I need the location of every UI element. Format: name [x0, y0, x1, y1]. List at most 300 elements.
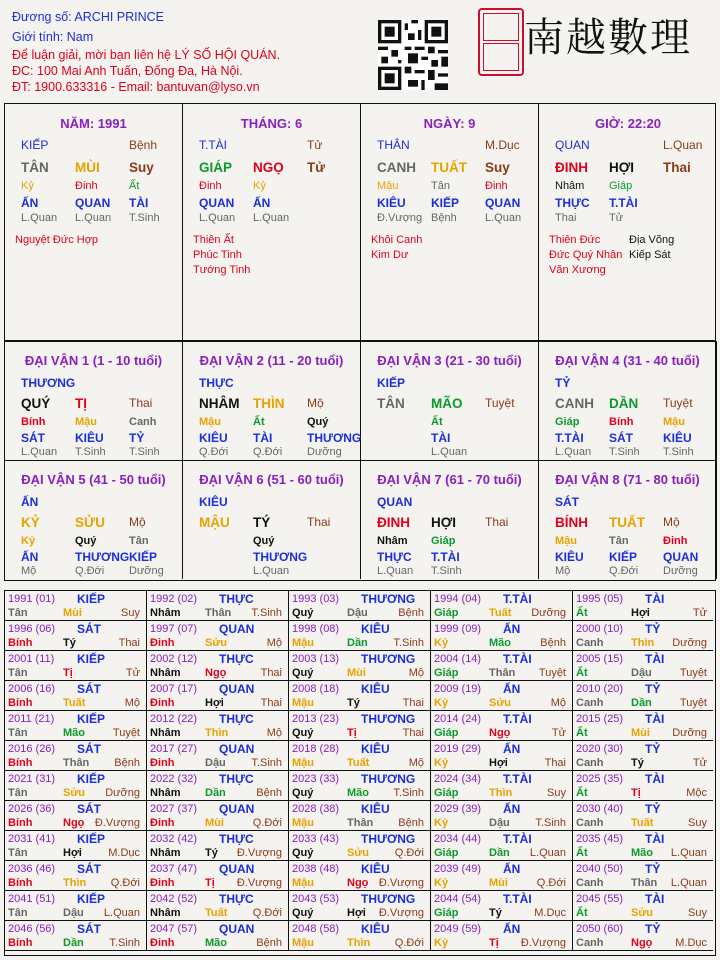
year-stem: Kỷ	[434, 937, 449, 949]
dai-van-god: TỶ	[555, 376, 571, 390]
year-phase: T.Sinh	[109, 937, 140, 949]
year-cell	[289, 861, 431, 891]
dai-van-god: THƯƠNG	[21, 376, 76, 390]
year-stem: Nhâm	[150, 907, 181, 919]
year-god: SÁT	[77, 802, 101, 816]
dai-van-hidden-phase: L.Quan	[555, 446, 592, 458]
year-phase: T.Sinh	[535, 817, 566, 829]
dai-van-hidden-phase: T.Sinh	[431, 565, 462, 577]
year-god: THỰC	[219, 892, 254, 906]
dai-van-hidden-phase: Mộ	[555, 565, 571, 577]
star-label: Nguyệt Đức Hợp	[15, 234, 99, 246]
year-phase: Mộ	[408, 757, 424, 769]
year-label: 1993 (03)	[292, 593, 340, 605]
pillar-cell: Tử	[609, 212, 624, 224]
year-stem: Mậu	[292, 637, 314, 649]
pillar-cell: Tử	[307, 160, 326, 175]
year-stem: Tân	[8, 727, 28, 739]
year-god: T.TÀI	[503, 652, 532, 666]
year-phase: L.Quan	[103, 907, 140, 919]
year-stem: Ất	[576, 907, 588, 919]
year-label: 2011 (21)	[8, 713, 55, 725]
year-label: 2050 (60)	[576, 923, 624, 935]
year-cell	[5, 711, 147, 741]
year-cell	[147, 591, 289, 621]
year-stem: Ất	[576, 667, 588, 679]
year-label: 2032 (42)	[150, 833, 198, 845]
pillar-title: NGÀY: 9	[423, 116, 476, 131]
year-branch: Mão	[205, 937, 227, 949]
year-branch: Tý	[63, 637, 76, 649]
year-phase: Tuyệt	[679, 697, 707, 709]
year-god: THƯƠNG	[361, 592, 416, 606]
dai-van-god: KIẾP	[377, 376, 406, 390]
pillar-cell: CANH	[377, 160, 416, 175]
dai-van-hidden-phase: T.Sinh	[609, 446, 640, 458]
dai-van-hidden-phase: L.Quan	[21, 446, 58, 458]
year-label: 2009 (19)	[434, 683, 482, 695]
year-god: THỰC	[219, 832, 254, 846]
year-stem: Ất	[576, 847, 588, 859]
year-cell	[147, 831, 289, 861]
dai-van-hidden-god: THỰC	[377, 550, 412, 564]
year-branch: Ngọ	[205, 667, 227, 679]
year-branch: Thân	[205, 607, 232, 619]
year-branch: Thìn	[63, 877, 87, 889]
year-stem: Đinh	[150, 817, 175, 829]
year-stem: Đinh	[150, 877, 175, 889]
dai-van-hidden-god: TÀI	[253, 431, 273, 445]
dai-van-cell	[5, 460, 183, 579]
dai-van-hidden-god: KIÊU	[199, 431, 228, 445]
pillar-column	[539, 104, 717, 340]
star-label: Địa Võng	[629, 234, 675, 246]
year-label: 2027 (37)	[150, 803, 198, 815]
year-label: 2012 (22)	[150, 713, 198, 725]
year-cell	[5, 801, 147, 831]
dai-van-phase: Thai	[307, 515, 331, 529]
pillar-cell: Đinh	[75, 180, 98, 192]
year-label: 2028 (38)	[292, 803, 340, 815]
dai-van-phase: Tuyệt	[663, 396, 693, 410]
pillar-cell: Tử	[307, 138, 323, 152]
year-phase: Q.Đới	[394, 847, 424, 859]
dai-van-hidden-god: KIẾP	[609, 550, 638, 564]
year-cell	[147, 621, 289, 651]
year-stem: Bính	[8, 697, 33, 709]
year-god: T.TÀI	[503, 892, 532, 906]
year-phase: Tử	[692, 607, 707, 619]
dai-van-hidden-phase: T.Sinh	[75, 446, 106, 458]
pillar-cell: MÙI	[75, 160, 100, 175]
year-phase: Mộ	[266, 637, 282, 649]
year-stem: Đinh	[150, 697, 175, 709]
year-branch: Thân	[347, 817, 374, 829]
year-label: 2002 (12)	[150, 653, 198, 665]
year-phase: T.Sinh	[251, 757, 282, 769]
year-phase: Dưỡng	[531, 607, 566, 619]
pillar-cell: ẤN	[253, 196, 271, 210]
year-god: THỰC	[219, 772, 254, 786]
dai-van-branch: HỢI	[431, 515, 457, 530]
dai-van-title: ĐẠI VẬN 6 (51 - 60 tuổi)	[199, 472, 344, 487]
dai-van-god: KIÊU	[199, 495, 228, 509]
dai-van-cell	[539, 460, 717, 579]
dai-van-hidden: Ất	[431, 416, 443, 428]
year-god: ẤN	[503, 922, 521, 936]
year-label: 2030 (40)	[576, 803, 624, 815]
year-god: TÀI	[645, 892, 665, 906]
year-stem: Tân	[8, 907, 28, 919]
year-stem: Mậu	[292, 757, 314, 769]
pillar-column	[5, 104, 183, 340]
year-stem: Giáp	[434, 667, 459, 679]
year-label: 2018 (28)	[292, 743, 340, 755]
pillar-cell: Đinh	[485, 180, 508, 192]
year-god: QUAN	[219, 622, 255, 636]
year-cell	[289, 621, 431, 651]
year-branch: Hợi	[347, 907, 366, 919]
pillar-cell: Đ.Vượng	[377, 212, 423, 224]
year-stem: Mậu	[292, 937, 314, 949]
pillar-cell: L.Quan	[485, 212, 522, 224]
year-label: 1999 (09)	[434, 623, 482, 635]
year-cell	[147, 741, 289, 771]
header	[0, 0, 720, 100]
year-label: 2016 (26)	[8, 743, 56, 755]
year-phase: Thai	[118, 637, 140, 649]
pillar-cell: NGỌ	[253, 160, 284, 175]
pillar-cell: T.Sinh	[129, 212, 160, 224]
year-branch: Dậu	[63, 907, 84, 919]
year-phase: M.Dục	[675, 937, 707, 949]
year-phase: Suy	[121, 607, 140, 619]
year-god: QUAN	[219, 862, 255, 876]
year-cell	[5, 621, 147, 651]
year-phase: Thai	[544, 757, 566, 769]
year-phase: Tuyệt	[679, 667, 707, 679]
year-phase: Thai	[402, 697, 424, 709]
owner-name: Đương số: ARCHI PRINCE	[12, 10, 165, 24]
year-label: 2023 (33)	[292, 773, 340, 785]
year-cell	[289, 771, 431, 801]
pillar-cell: Đinh	[199, 180, 222, 192]
dai-van-hidden-god: TÀI	[431, 431, 451, 445]
pillar-column	[361, 104, 539, 340]
year-god: T.TÀI	[503, 832, 532, 846]
year-phase: Suy	[688, 817, 707, 829]
year-label: 2005 (15)	[576, 653, 624, 665]
dai-van-hidden-god: T.TÀI	[431, 550, 460, 564]
address-line: ĐC: 100 Mai Anh Tuấn, Đống Đa, Hà Nội.	[12, 64, 243, 78]
pillar-cell: TÂN	[21, 160, 49, 175]
year-phase: Đ.Vượng	[378, 907, 424, 919]
year-branch: Thìn	[205, 727, 229, 739]
year-phase: L.Quan	[529, 847, 566, 859]
year-label: 2013 (23)	[292, 713, 340, 725]
year-label: 2046 (56)	[8, 923, 56, 935]
year-god: SÁT	[77, 682, 101, 696]
dai-van-branch: THÌN	[253, 396, 285, 411]
year-phase: Mộ	[124, 697, 140, 709]
dai-van-hidden: Đinh	[663, 535, 688, 547]
year-stem: Quý	[292, 607, 314, 619]
year-stem: Tân	[8, 787, 28, 799]
year-phase: Bệnh	[398, 817, 424, 829]
year-label: 2021 (31)	[8, 773, 56, 785]
year-god: KIÊU	[361, 742, 390, 756]
year-stem: Quý	[292, 787, 314, 799]
year-stem: Canh	[576, 757, 604, 769]
year-stem: Giáp	[434, 607, 459, 619]
year-branch: Hợi	[63, 847, 82, 859]
dai-van-hidden-phase: L.Quan	[253, 565, 290, 577]
star-label: Thiên Ất	[193, 234, 234, 246]
year-cell	[431, 921, 573, 951]
year-phase: T.Sinh	[251, 607, 282, 619]
year-god: TÀI	[645, 712, 665, 726]
year-cell	[147, 891, 289, 921]
dai-van-hidden-phase: Dưỡng	[307, 446, 342, 458]
year-stem: Kỷ	[434, 877, 449, 889]
year-label: 2038 (48)	[292, 863, 340, 875]
year-cell	[431, 771, 573, 801]
year-phase: Suy	[547, 787, 566, 799]
dai-van-hidden-phase: L.Quan	[431, 446, 468, 458]
year-stem: Ất	[576, 727, 588, 739]
year-phase: Đ.Vượng	[94, 817, 140, 829]
year-cell	[5, 831, 147, 861]
qr-code-icon[interactable]	[378, 20, 448, 90]
year-phase: Q.Đới	[110, 877, 140, 889]
dai-van-stem: BÍNH	[555, 515, 588, 530]
year-label: 2017 (27)	[150, 743, 198, 755]
year-stem: Canh	[576, 697, 604, 709]
year-god: THỰC	[219, 592, 254, 606]
year-phase: Suy	[688, 907, 707, 919]
year-cell	[431, 741, 573, 771]
year-label: 2043 (53)	[292, 893, 340, 905]
dai-van-hidden-god: SÁT	[609, 431, 633, 445]
dai-van-cell	[539, 341, 717, 460]
year-phase: Dưỡng	[672, 727, 707, 739]
pillar-cell: T.TÀI	[199, 138, 228, 152]
year-stem: Kỷ	[434, 697, 449, 709]
year-god: TÀI	[645, 652, 665, 666]
dai-van-stem: ĐINH	[377, 515, 410, 530]
year-god: THƯƠNG	[361, 712, 416, 726]
year-god: THƯƠNG	[361, 892, 416, 906]
dai-van-hidden-phase: Q.Đới	[253, 446, 283, 458]
year-label: 2045 (55)	[576, 893, 624, 905]
year-label: 2034 (44)	[434, 833, 482, 845]
pillar-cell: Suy	[129, 160, 154, 175]
year-stem: Bính	[8, 637, 33, 649]
pillar-cell: KIẾP	[21, 138, 49, 152]
year-cell	[5, 921, 147, 951]
year-stem: Bính	[8, 817, 33, 829]
year-stem: Giáp	[434, 787, 459, 799]
dai-van-cell	[361, 460, 539, 579]
dai-van-hidden-phase: T.Sinh	[663, 446, 694, 458]
year-branch: Tị	[63, 667, 73, 679]
pillar-cell: QUAN	[75, 196, 111, 210]
dai-van-title: ĐẠI VẬN 5 (41 - 50 tuổi)	[21, 472, 166, 487]
pillar-cell: GIÁP	[199, 160, 233, 175]
year-branch: Thân	[63, 757, 90, 769]
year-god: ẤN	[503, 682, 521, 696]
dai-van-title: ĐẠI VẬN 1 (1 - 10 tuổi)	[24, 353, 163, 368]
year-god: THỰC	[219, 712, 254, 726]
star-label: Kim Dư	[371, 249, 409, 261]
year-god: TÀI	[645, 592, 665, 606]
pillar-cell: KIÊU	[377, 196, 406, 210]
year-phase: Bệnh	[256, 787, 282, 799]
year-branch: Sửu	[631, 907, 654, 919]
year-god: TỶ	[645, 922, 661, 936]
year-label: 2020 (30)	[576, 743, 624, 755]
year-label: 2000 (10)	[576, 623, 624, 635]
year-branch: Ngọ	[347, 877, 369, 889]
year-god: QUAN	[219, 922, 255, 936]
pillar-cell: Giáp	[609, 180, 633, 192]
dai-van-hidden: Quý	[307, 416, 329, 428]
year-god: TỶ	[645, 802, 661, 816]
year-stem: Canh	[576, 877, 604, 889]
year-branch: Dần	[631, 697, 652, 709]
year-cell	[5, 591, 147, 621]
year-branch: Mùi	[63, 607, 82, 619]
dai-van-stem: NHÂM	[199, 396, 240, 411]
year-branch: Sửu	[347, 847, 370, 859]
dai-van-phase: Mộ	[663, 515, 680, 529]
dai-van-hidden-god: KIẾP	[129, 550, 158, 564]
year-branch: Dậu	[347, 607, 368, 619]
pillar-title: THÁNG: 6	[240, 116, 303, 131]
pillar-cell: ĐINH	[555, 160, 588, 175]
year-label: 1994 (04)	[434, 593, 482, 605]
dai-van-hidden: Bính	[609, 416, 634, 428]
seal-logo-icon	[478, 8, 524, 76]
year-cell	[289, 651, 431, 681]
year-god: SÁT	[77, 922, 101, 936]
dai-van-stem: TÂN	[377, 396, 405, 411]
year-god: QUAN	[219, 742, 255, 756]
year-stem: Bính	[8, 877, 33, 889]
year-phase: Tử	[125, 667, 140, 679]
year-cell	[573, 801, 713, 831]
year-phase: Đ.Vượng	[236, 847, 282, 859]
gender: Giới tính: Nam	[12, 30, 94, 44]
dai-van-hidden: Quý	[253, 535, 275, 547]
dai-van-hidden-god: KIÊU	[555, 550, 584, 564]
year-cell	[147, 771, 289, 801]
year-cell	[573, 621, 713, 651]
year-cell	[289, 831, 431, 861]
dai-van-stem: KỶ	[21, 515, 40, 530]
year-label: 2040 (50)	[576, 863, 624, 875]
year-god: TÀI	[645, 772, 665, 786]
year-cell	[289, 921, 431, 951]
year-branch: Thìn	[489, 787, 513, 799]
year-phase: Mộ	[408, 667, 424, 679]
dai-van-hidden: Canh	[129, 416, 157, 428]
year-god: TỶ	[645, 622, 661, 636]
year-stem: Canh	[576, 637, 604, 649]
year-cell	[431, 591, 573, 621]
pillar-cell: Thai	[555, 212, 577, 224]
year-phase: Mộc	[686, 787, 707, 799]
year-stem: Nhâm	[150, 607, 181, 619]
year-cell	[289, 711, 431, 741]
year-stem: Quý	[292, 667, 314, 679]
year-god: QUAN	[219, 802, 255, 816]
year-cell	[431, 711, 573, 741]
year-cell	[289, 801, 431, 831]
year-phase: T.Sinh	[393, 637, 424, 649]
year-branch: Ngọ	[631, 937, 653, 949]
year-label: 2033 (43)	[292, 833, 340, 845]
year-cell	[573, 591, 713, 621]
year-branch: Hợi	[631, 607, 650, 619]
year-branch: Tý	[489, 907, 502, 919]
year-god: KIÊU	[361, 922, 390, 936]
year-branch: Tý	[205, 847, 218, 859]
year-god: QUAN	[219, 682, 255, 696]
year-god: KIẾP	[77, 652, 106, 666]
year-god: THƯƠNG	[361, 832, 416, 846]
star-label: Thiên Đức	[549, 234, 601, 246]
year-god: ẤN	[503, 742, 521, 756]
year-stem: Mậu	[292, 697, 314, 709]
year-branch: Tuất	[347, 757, 370, 769]
year-cell	[289, 891, 431, 921]
dai-van-title: ĐẠI VẬN 8 (71 - 80 tuổi)	[555, 472, 700, 487]
star-label: Văn Xương	[549, 264, 606, 276]
pillar-cell: TUẤT	[431, 160, 467, 175]
year-branch: Tuất	[205, 907, 228, 919]
year-label: 2003 (13)	[292, 653, 340, 665]
dai-van-branch: DẦN	[609, 396, 639, 411]
year-phase: L.Quan	[670, 847, 707, 859]
year-branch: Sửu	[205, 637, 228, 649]
year-phase: Bệnh	[114, 757, 140, 769]
year-branch: Mùi	[489, 877, 508, 889]
year-branch: Dậu	[205, 757, 226, 769]
year-phase: Dưỡng	[672, 637, 707, 649]
pillar-cell: Thai	[663, 160, 691, 175]
year-cell	[431, 861, 573, 891]
year-cell	[431, 891, 573, 921]
year-branch: Mão	[631, 847, 653, 859]
star-label: Đức Quý Nhân	[549, 249, 623, 261]
year-stem: Nhâm	[150, 727, 181, 739]
year-label: 2022 (32)	[150, 773, 198, 785]
year-stem: Nhâm	[150, 847, 181, 859]
year-cell	[289, 591, 431, 621]
star-label: Kiếp Sát	[629, 249, 671, 261]
pillar-cell: Bệnh	[431, 212, 457, 224]
dai-van-hidden: Mậu	[555, 535, 577, 547]
dai-van-god: QUAN	[377, 495, 413, 509]
dai-van-hidden: Kỷ	[21, 535, 36, 547]
year-stem: Đinh	[150, 937, 175, 949]
year-label: 1998 (08)	[292, 623, 340, 635]
year-cell	[147, 711, 289, 741]
year-stem: Bính	[8, 757, 33, 769]
year-branch: Tị	[347, 727, 357, 739]
year-phase: Bệnh	[256, 937, 282, 949]
